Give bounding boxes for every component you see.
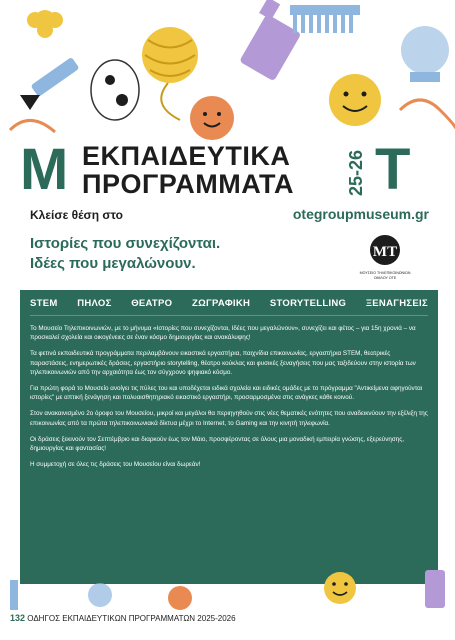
bottle-bottom-icon [425, 570, 445, 608]
slogan-line-1: Ιστορίες που συνεχίζονται. [30, 235, 221, 252]
page-number: 132 [10, 613, 26, 623]
yarn-ball-icon [142, 27, 198, 120]
tab-stem: STEM [30, 297, 58, 309]
smiley-bottom-icon [324, 572, 356, 604]
paragraph-2: Τα φετινά εκπαιδευτικά προγράμματα περιλαμβάνουν εικαστικά εργαστήρια, παιχνίδια επικοινωνίας, εργαστήρια STEM, θεατρικές παραστάσεις, ενημερωτικές δράσεις, εργαστήριο storytelling, θέατρο κούκλας και φυσικές ξεναγήσεις που μας ταξιδεύουν στην ιστορία των τηλεπικοινωνιών από την αρχαιότητα έως τον σύγχρονο ψηφιακό κόσμο. [30, 350, 416, 377]
flower-icon [27, 10, 63, 38]
comb-bottom-icon [10, 580, 18, 610]
title-line-2: ΠΡΟΓΡΑΜΜΑΤΑ [82, 169, 294, 199]
booking-label: Κλείσε θέση στο [30, 208, 123, 222]
snowglobe-icon [401, 26, 449, 82]
paragraph-5: Οι δράσεις ξεκινούν τον Σεπτέμβριο και διαρκούν έως τον Μάιο, προσφέροντας σε όλους μια μοναδική εμπειρία γνώσης, εξερεύνησης, δημιουργίας και φαντασίας! [30, 435, 405, 453]
museum-logo [355, 232, 415, 284]
logo-caption-2: ΟΜΙΛΟΥ ΟΤΕ [373, 276, 397, 280]
tab-clay: ΠΗΛΟΣ [77, 297, 112, 309]
title-block [20, 137, 440, 202]
paragraph-6: Η συμμετοχή σε όλες τις δράσεις του Μουσείου είναι δωρεάν! [30, 460, 201, 468]
year-label: 25-26 [346, 149, 366, 196]
logo-caption-1: ΜΟΥΣΕΙΟ ΤΗΛΕΠΙΚΟΙΝΩΝΙΩΝ [359, 271, 411, 275]
brush-icon [20, 57, 79, 110]
paragraph-4: Στον ανακαινισμένο 2ο όροφο του Μουσείου, μικροί και μεγάλοι θα περιηγηθούν στις νέες θεματικές ενότητες που αναδεικνύουν την εξέλιξη της επικοινωνίας από τα πρώτα τηλεπικοινωνιακά δίκτυα μέχρι το Internet, το Gaming και την κινητή τηλεφωνία. [30, 410, 428, 427]
slogan [30, 234, 220, 274]
smiley-orange-icon [190, 96, 234, 140]
tab-tours: ΞΕΝΑΓΗΣΕΙΣ [365, 297, 428, 309]
paint-palette-icon [91, 60, 139, 120]
bottom-illustration [0, 460, 455, 610]
title-line-1: ΕΚΠΑΙΔΕΥΤΙΚΑ [82, 141, 291, 171]
paragraph-1: Το Μουσείο Τηλεπικοινωνιών, με το μήνυμα «Ιστορίες που συνεχίζονται, Ιδέες που μεγαλώνουν», συνεχίζει και φέτος – για 15η χρονιά – να προσκαλεί σχολεία και οικογένειες σε έναν κόσμο δημιουργίας και ανακάλυψης! [30, 325, 416, 342]
top-illustration [0, 0, 455, 140]
yarn-bottom-icon [168, 586, 192, 610]
slogan-line-2: Ιδέες που μεγαλώνουν. [30, 255, 196, 272]
title-letter-left: Μ [20, 137, 69, 202]
activity-tabs [20, 290, 438, 316]
divider [30, 315, 428, 316]
tab-painting: ΖΩΓΡΑΦΙΚΗ [191, 297, 251, 309]
snowglobe-bottom-icon [88, 583, 112, 607]
website-link[interactable]: otegroupmuseum.gr [292, 206, 429, 222]
body-text [30, 324, 428, 476]
logo-mark: MT [372, 244, 398, 260]
comb-icon [290, 5, 360, 33]
footer-text: ΟΔΗΓΟΣ ΕΚΠΑΙΔΕΥΤΙΚΩΝ ΠΡΟΓΡΑΜΜΑΤΩΝ 2025-2026 [27, 614, 236, 623]
paragraph-3: Για πρώτη φορά το Μουσείο ανοίγει τις πύλες του και υποδέχεται ειδικά σχολεία και ειδικές ομάδες με το πρόγραμμα "Αντικείμενα αφηγούνται ιστορίες" με απτική ξενάγηση και πολυαισθητηριακό εικαστικό εργαστήρι, προσαρμοσμένα στις ανάγκες κάθε κοινού. [30, 385, 423, 402]
tab-storytelling: STORYTELLING [269, 297, 347, 309]
smiley-icon [329, 74, 381, 126]
title-letter-right: Τ [375, 137, 411, 202]
logo-mark-icon [355, 232, 415, 284]
page-footer [10, 613, 236, 623]
tab-theatre: ΘΕΑΤΡΟ [131, 297, 173, 309]
